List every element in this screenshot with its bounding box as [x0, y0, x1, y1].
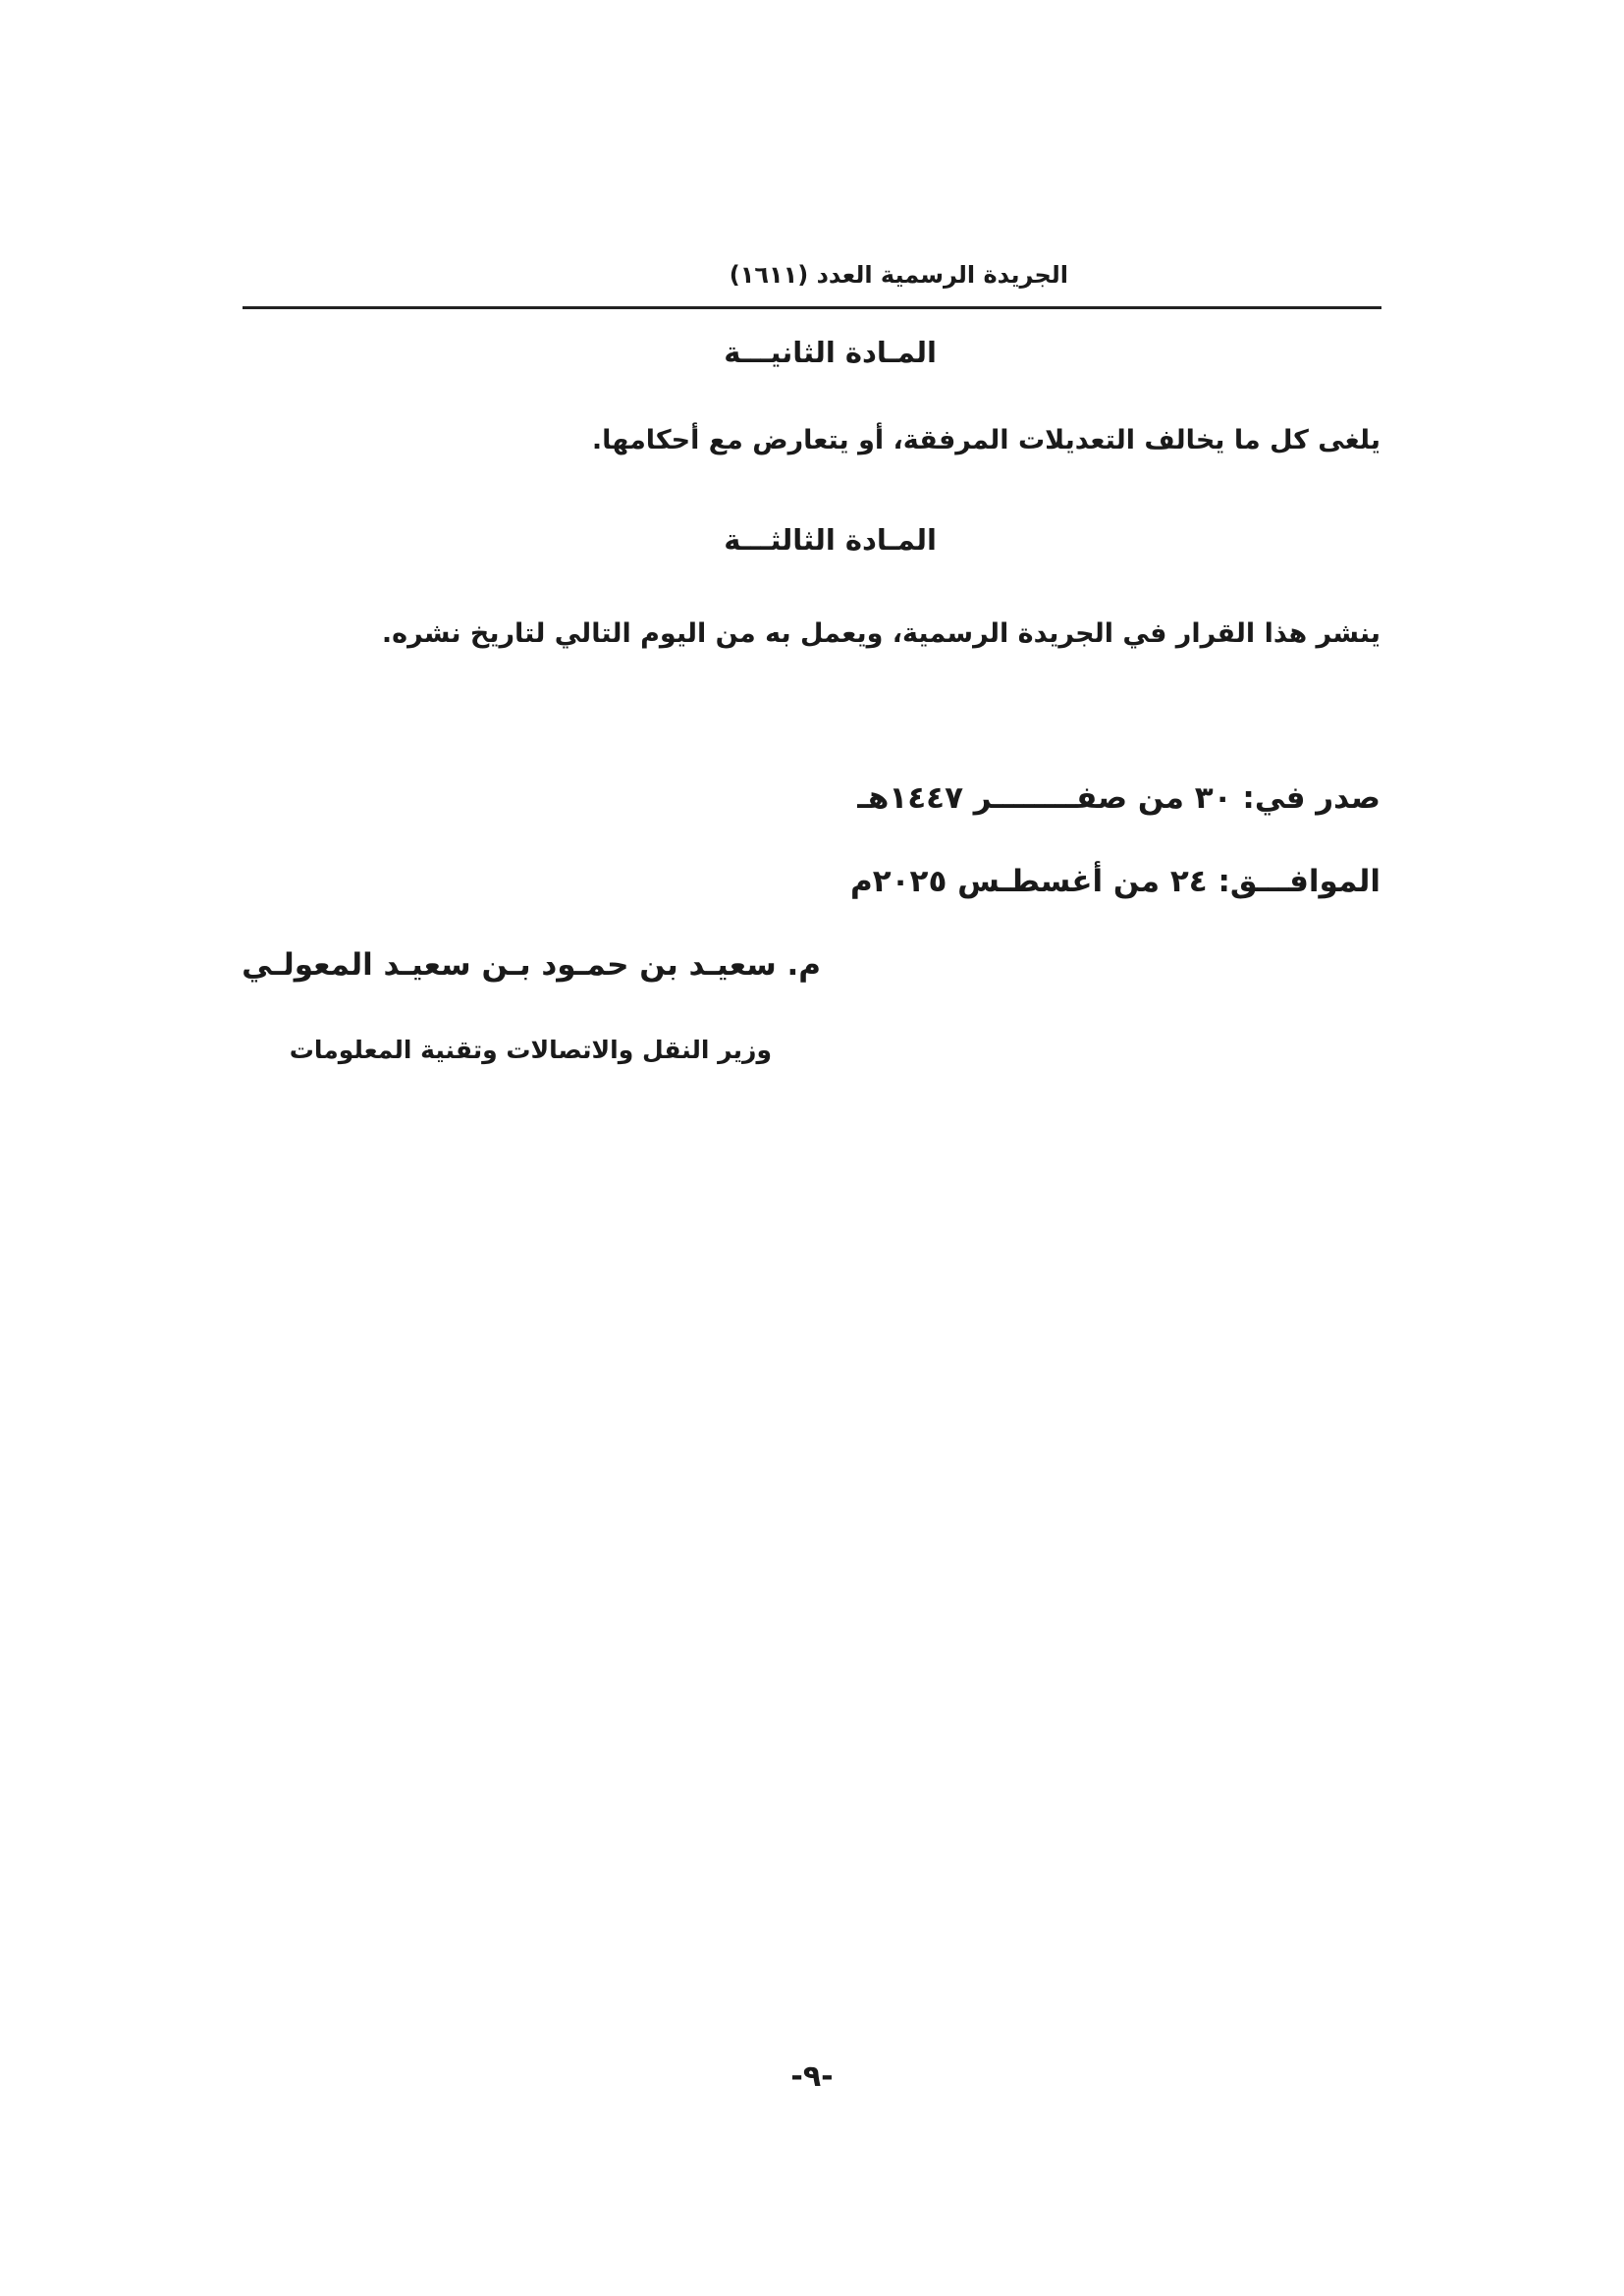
- signatory-name: م. سعيـد بن حمـود بـن سعيـد المعولـي: [242, 947, 821, 983]
- article-3-text: ينشر هذا القرار في الجريدة الرسمية، ويعمل به من اليوم التالي لتاريخ نشره.: [381, 618, 1380, 649]
- page-number: -٩-: [790, 2059, 834, 2094]
- gazette-header-title: الجريدة الرسمية العدد (١٦١١): [729, 261, 1068, 289]
- issued-date-gregorian: الموافـــق: ٢٤ من أغسطـس ٢٠٢٥م: [849, 864, 1380, 899]
- signatory-title: وزير النقل والاتصالات وتقنية المعلومات: [289, 1036, 772, 1064]
- article-2-text: يلغى كل ما يخالف التعديلات المرفقة، أو يتعارض مع أحكامها.: [591, 425, 1380, 455]
- article-3-heading: المـادة الثالثـــة: [724, 523, 937, 557]
- page-header: [243, 257, 1381, 309]
- article-2-heading: المـادة الثانيـــة: [724, 336, 937, 369]
- issued-date-hijri: صدر في: ٣٠ من صفــــــــر ١٤٤٧هـ: [857, 780, 1380, 816]
